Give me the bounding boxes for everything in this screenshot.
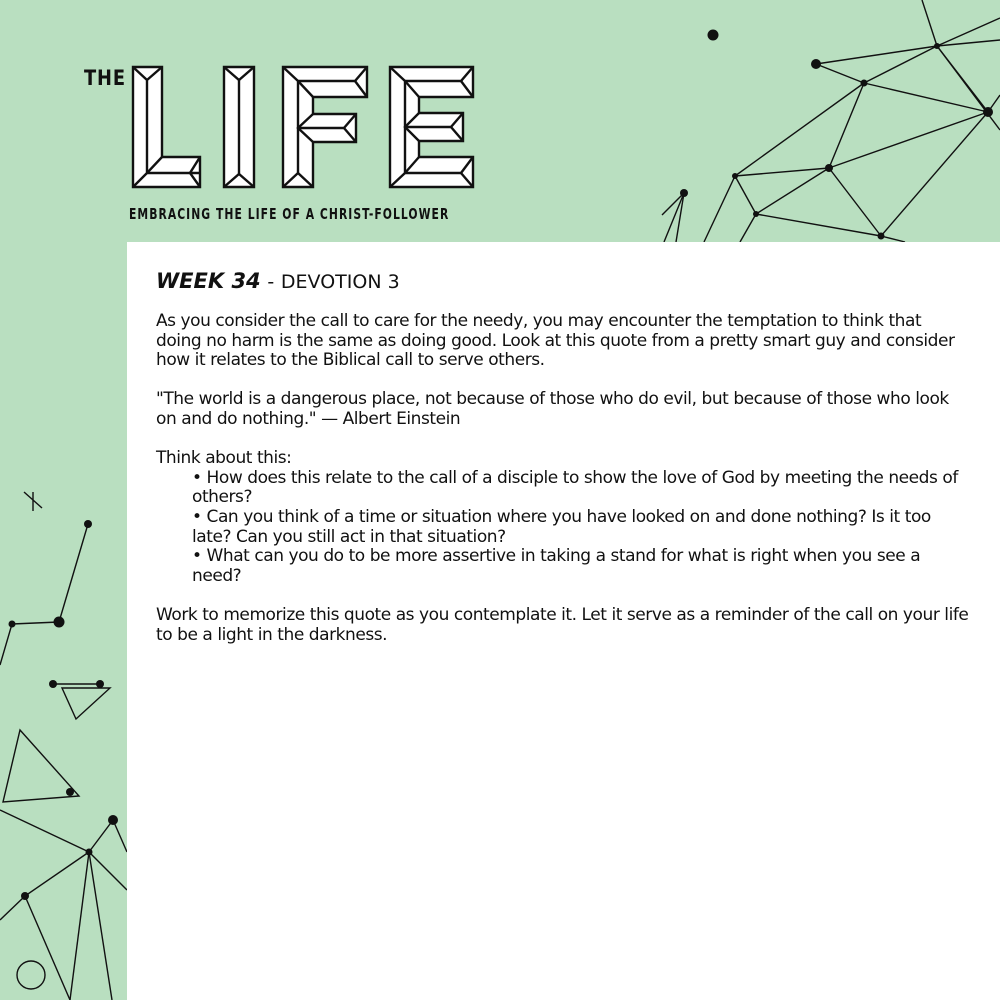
think-label: Think about this: bbox=[156, 448, 292, 469]
intro-paragraph: As you consider the call to care for the needy, you may encounter the temptation to think that doing no harm is the same as doing good. Look at this quote from a pretty smart guy and consider how it relates to the Biblical call to serve others. bbox=[156, 311, 955, 371]
quote-paragraph: "The world is a dangerous place, not because of those who do evil, but because of those who look on and do nothing." — Albert Einstein bbox=[156, 389, 949, 429]
header bbox=[0, 0, 1000, 242]
heading-separator: - bbox=[267, 271, 275, 293]
devotion-label: DEVOTION 3 bbox=[280, 271, 400, 293]
question-list bbox=[156, 469, 971, 587]
closing-paragraph: Work to memorize this quote as you contemplate it. Let it serve as a reminder of the call on your life to be a light in the darkness. bbox=[156, 604, 969, 645]
question-item: • What can you do to be more assertive in taking a stand for what is right when you see a need? bbox=[192, 546, 921, 586]
week-label: WEEK 34 bbox=[156, 269, 261, 293]
question-item: • How does this relate to the call of a disciple to show the love of God by meeting the needs of others? bbox=[192, 467, 958, 508]
devotion-heading bbox=[156, 266, 971, 297]
logo-the-word: THE bbox=[84, 66, 126, 90]
think-section bbox=[156, 449, 971, 586]
question-item: • Can you think of a time or situation where you have looked on and done nothing? Is it too late? Can you still act in that situation? bbox=[192, 506, 931, 547]
tagline: EMBRACING THE LIFE OF A CHRIST-FOLLOWER bbox=[129, 205, 450, 223]
devotion-content bbox=[156, 266, 971, 665]
